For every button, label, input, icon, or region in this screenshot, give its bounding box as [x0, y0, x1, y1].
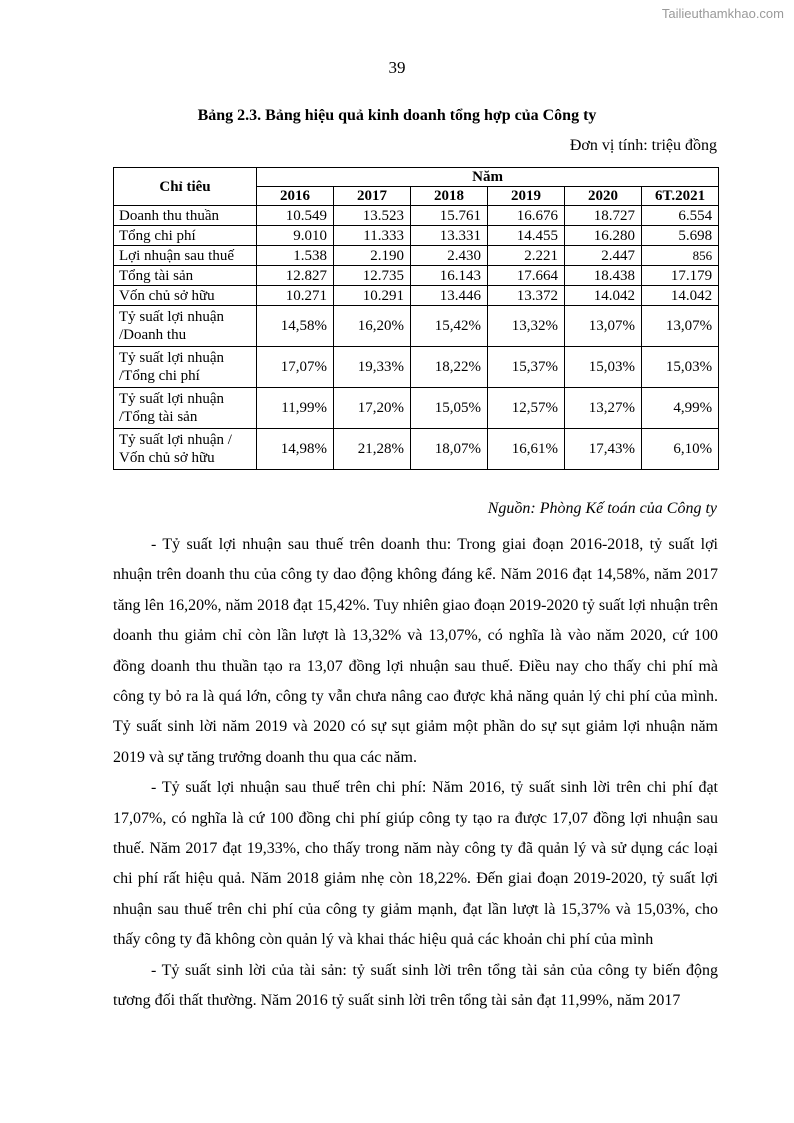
header-year: 2018 — [411, 187, 488, 206]
table-row — [114, 266, 719, 286]
cell-value: 2.221 — [488, 246, 565, 266]
row-label — [114, 347, 257, 388]
cell-value: 14.042 — [565, 286, 642, 306]
cell-value: 21,28% — [334, 429, 411, 470]
row-label: Lợi nhuận sau thuế — [114, 246, 257, 266]
table-row — [114, 429, 719, 470]
header-year: 2020 — [565, 187, 642, 206]
cell-value: 12.827 — [257, 266, 334, 286]
cell-value: 16.280 — [565, 226, 642, 246]
cell-value: 14.455 — [488, 226, 565, 246]
cell-value: 15,42% — [411, 306, 488, 347]
table-row — [114, 347, 719, 388]
header-year: 2017 — [334, 187, 411, 206]
row-label — [114, 306, 257, 347]
cell-value: 13,07% — [565, 306, 642, 347]
row-label-line: Tỷ suất lợi nhuận — [119, 309, 224, 325]
cell-value: 12.735 — [334, 266, 411, 286]
paragraph: - Tỷ suất sinh lời của tài sản: tỷ suất sinh lời trên tổng tài sản của công ty biến động tương đối thất thường. Năm 2016 tỷ suất sinh lời trên tổng tài sản đạt 11,99%, năm 2017 — [113, 961, 718, 1010]
paragraph: - Tỷ suất lợi nhuận sau thuế trên chi phí: Năm 2016, tỷ suất sinh lời trên chi phí đạt 17,07%, có nghĩa là cứ 100 đồng chi phí giúp công ty tạo ra được 17,07 đồng lợi nhuận sau thuế. Năm 2017 đạt 19,33%, cho thấy trong năm này công ty đã quản lý và sử dụng các loại chi phí rất hiệu quả. Năm 2018 giảm nhẹ còn 18,22%. Đến giai đoạn 2019-2020, tỷ suất lợi nhuận sau thuế trên chi phí của công ty giảm mạnh, đạt lần lượt là 15,37% và 15,03%, cho thấy công ty đã không còn quản lý và khai thác hiệu quả các khoản chi phí của mình — [113, 779, 718, 949]
page-number: 39 — [388, 58, 406, 77]
cell-value: 14,58% — [257, 306, 334, 347]
row-label: Doanh thu thuần — [114, 206, 257, 226]
cell-value: 17.664 — [488, 266, 565, 286]
cell-value: 10.291 — [334, 286, 411, 306]
cell-value: 13,32% — [488, 306, 565, 347]
table-row — [114, 206, 719, 226]
table-title: Bảng 2.3. Bảng hiệu quả kinh doanh tổng hợp của Công ty — [197, 107, 597, 124]
row-label-line: Tỷ suất lợi nhuận — [119, 350, 224, 366]
cell-value: 17.179 — [642, 266, 719, 286]
header-year: 6T.2021 — [642, 187, 719, 206]
table-row — [114, 246, 719, 266]
cell-value: 14,98% — [257, 429, 334, 470]
cell-value: 856 — [642, 246, 719, 266]
row-label-line: /Tổng chi phí — [119, 368, 200, 384]
header-year: 2019 — [488, 187, 565, 206]
row-label — [114, 429, 257, 470]
cell-value: 17,20% — [334, 388, 411, 429]
cell-value: 10.549 — [257, 206, 334, 226]
paragraph: - Tỷ suất lợi nhuận sau thuế trên doanh thu: Trong giai đoạn 2016-2018, tỷ suất lợi nhuận trên doanh thu của công ty dao động không đáng kể. Năm 2016 đạt 14,58%, năm 2017 tăng lên 16,20%, năm 2018 đạt 15,42%. Tuy nhiên giao đoạn 2019-2020 tỷ suất lợi nhuận trên doanh thu giảm chỉ còn lần lượt là 13,32% và 13,07%, có nghĩa là vào năm 2020, cứ 100 đồng doanh thu thuần tạo ra 13,07 đồng lợi nhuận sau thuế. Điều nay cho thấy chi phí mà công ty bỏ ra là quá lớn, công ty vẫn chưa nâng cao được khả năng quản lý chi phí của mình. Tỷ suất sinh lời năm 2019 và 2020 có sự sụt giảm một phần do sự sụt giảm lợi nhuận năm 2019 và sự tăng trưởng doanh thu qua các năm. — [113, 536, 718, 766]
row-label — [114, 388, 257, 429]
cell-value: 13,27% — [565, 388, 642, 429]
cell-value: 13.523 — [334, 206, 411, 226]
row-label-line: Tỷ suất lợi nhuận — [119, 391, 224, 407]
cell-value: 16,61% — [488, 429, 565, 470]
header-criteria: Chỉ tiêu — [114, 168, 257, 206]
cell-value: 5.698 — [642, 226, 719, 246]
cell-value: 6.554 — [642, 206, 719, 226]
cell-value: 14.042 — [642, 286, 719, 306]
row-label-line: /Tổng tài sản — [119, 409, 198, 425]
row-label-line: /Doanh thu — [119, 327, 187, 343]
cell-value: 4,99% — [642, 388, 719, 429]
cell-value: 16,20% — [334, 306, 411, 347]
row-label: Tổng chi phí — [114, 226, 257, 246]
table-row — [114, 306, 719, 347]
cell-value: 1.538 — [257, 246, 334, 266]
watermark: Tailieuthamkhao.com — [661, 6, 784, 21]
cell-value: 15,37% — [488, 347, 565, 388]
cell-value: 17,43% — [565, 429, 642, 470]
row-label-line: Tỷ suất lợi nhuận / — [119, 432, 232, 448]
cell-value: 18,22% — [411, 347, 488, 388]
cell-value: 9.010 — [257, 226, 334, 246]
cell-value: 2.430 — [411, 246, 488, 266]
header-year-group: Năm — [257, 168, 719, 187]
cell-value: 15,05% — [411, 388, 488, 429]
cell-value: 18.727 — [565, 206, 642, 226]
row-label: Tổng tài sản — [114, 266, 257, 286]
cell-value: 13.372 — [488, 286, 565, 306]
header-year: 2016 — [257, 187, 334, 206]
unit-note: Đơn vị tính: triệu đồng — [569, 137, 717, 154]
cell-value: 15,03% — [642, 347, 719, 388]
cell-value: 18,07% — [411, 429, 488, 470]
cell-value: 15.761 — [411, 206, 488, 226]
table-row — [114, 388, 719, 429]
cell-value: 16.143 — [411, 266, 488, 286]
row-label: Vốn chủ sở hữu — [114, 286, 257, 306]
cell-value: 2.447 — [565, 246, 642, 266]
source-note: Nguồn: Phòng Kế toán của Công ty — [487, 500, 717, 517]
body-text — [113, 530, 718, 1017]
cell-value: 15,03% — [565, 347, 642, 388]
cell-value: 18.438 — [565, 266, 642, 286]
cell-value: 19,33% — [334, 347, 411, 388]
row-label-line: Vốn chủ sở hữu — [119, 450, 215, 466]
cell-value: 13.331 — [411, 226, 488, 246]
cell-value: 11.333 — [334, 226, 411, 246]
table-row — [114, 286, 719, 306]
cell-value: 13,07% — [642, 306, 719, 347]
cell-value: 17,07% — [257, 347, 334, 388]
cell-value: 2.190 — [334, 246, 411, 266]
business-performance-table — [113, 167, 719, 470]
cell-value: 16.676 — [488, 206, 565, 226]
cell-value: 11,99% — [257, 388, 334, 429]
table-row — [114, 226, 719, 246]
cell-value: 12,57% — [488, 388, 565, 429]
cell-value: 6,10% — [642, 429, 719, 470]
cell-value: 10.271 — [257, 286, 334, 306]
cell-value: 13.446 — [411, 286, 488, 306]
